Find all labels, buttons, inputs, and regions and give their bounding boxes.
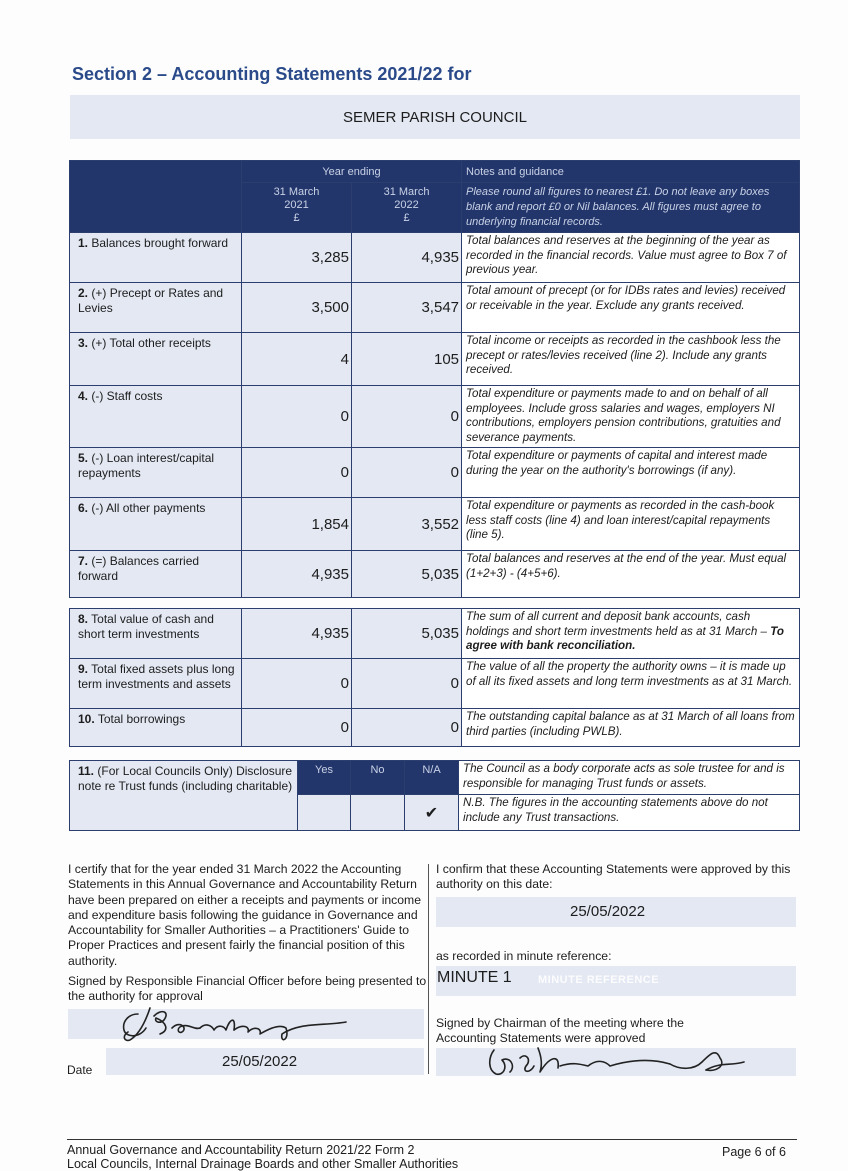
row-note: Total expenditure or payments of capital and interest made during the year on the authority's borrowings (if any). [462, 448, 800, 498]
row-label [70, 333, 242, 386]
trust-text: (For Local Councils Only) Disclosure note re Trust funds (including charitable) [78, 764, 293, 793]
row-label-text: (=) Balances carried forward [78, 554, 200, 583]
row-note [462, 709, 800, 747]
row-number: 7. [78, 554, 89, 568]
asset-row [70, 659, 800, 709]
chair-signed-text: Signed by Chairman of the meeting where the Accounting Statements were approved [436, 1016, 684, 1046]
row-label-text: (+) Precept or Rates and Levies [78, 286, 224, 315]
row-label-text: (-) Loan interest/capital repayments [78, 451, 215, 480]
notes-guidance: Please round all figures to nearest £1. Do not leave any boxes blank and report £0 or Nil balances. All figures must agree to underlying financial records. [462, 183, 800, 233]
row-label-text: Total borrowings [97, 712, 186, 726]
row-label [70, 233, 242, 283]
approval-certification [436, 862, 796, 893]
section-title: Section 2 – Accounting Statements 2021/22 for [72, 64, 472, 84]
accounting-statements-table [69, 160, 800, 598]
row-label [70, 551, 242, 598]
row-note-bold: To agree with bank reconciliation. [466, 624, 784, 652]
row-number: 10. [78, 712, 95, 726]
value-2021[interactable]: 4,935 [242, 551, 352, 598]
col-2021-header: 31 March 2021 £ [242, 183, 352, 233]
value-2022[interactable]: 0 [352, 448, 462, 498]
rfo-date-value: 25/05/2022 [222, 1053, 298, 1070]
cert-divider [428, 864, 429, 1074]
row-label [70, 709, 242, 747]
minute-label: as recorded in minute reference: [436, 949, 612, 963]
trust-note-1: The Council as a body corporate acts as sole trustee for and is responsible for managing Trust funds or assets. [459, 761, 800, 795]
row-note: Total expenditure or payments made to and on behalf of all employees. Include gross salaries and wages, employers NI contributions, employers pension contributions, gratuities and severance payments. [462, 386, 800, 448]
row-number: 3. [78, 336, 89, 350]
minute-reference-value: MINUTE 1 [437, 969, 512, 986]
value-2021[interactable]: 0 [242, 386, 352, 448]
page-number: Page 6 of 6 [722, 1145, 786, 1159]
value-2022[interactable]: 3,552 [352, 498, 462, 551]
statement-row [70, 333, 800, 386]
statement-row [70, 448, 800, 498]
footer-authorities: Local Councils, Internal Drainage Boards and other Smaller Authorities [67, 1157, 459, 1171]
trust-yes-header: Yes [298, 761, 351, 795]
approval-confirm-text: I confirm that these Accounting Statements were approved by this authority on this date: [436, 862, 791, 892]
row-label [70, 386, 242, 448]
row-label-text: Total fixed assets plus long term investments and assets [78, 662, 235, 691]
row-number: 9. [78, 662, 89, 676]
statement-row [70, 498, 800, 551]
value-2021[interactable]: 3,500 [242, 283, 352, 333]
trust-label [70, 761, 298, 831]
minute-reference-placeholder: MINUTE REFERENCE [538, 974, 660, 986]
row-number: 2. [78, 286, 89, 300]
value-2021[interactable]: 0 [242, 659, 352, 709]
trust-funds-table [69, 760, 800, 831]
row-note [462, 609, 800, 659]
trust-no-box[interactable] [351, 795, 405, 831]
statement-row [70, 283, 800, 333]
asset-row [70, 709, 800, 747]
value-2022[interactable]: 0 [352, 386, 462, 448]
trust-num: 11. [78, 764, 95, 778]
approval-date-value: 25/05/2022 [570, 903, 646, 920]
trust-no-header: No [351, 761, 405, 795]
footer-form-title: Annual Governance and Accountability Return 2021/22 Form 2 [67, 1143, 415, 1157]
row-note-text: The outstanding capital balance as at 31 March of all loans from third parties (including PWLB). [466, 710, 795, 738]
statement-row [70, 233, 800, 283]
row-label [70, 609, 242, 659]
row-note: Total expenditure or payments as recorded in the cash-book less staff costs (line 4) and loan interest/capital repayments (line 5). [462, 498, 800, 551]
row-label [70, 448, 242, 498]
col-2022-header: 31 March 2022 £ [352, 183, 462, 233]
row-note-text: The value of all the property the authority owns – it is made up of all its fixed assets and long term investments as at 31 March. [466, 660, 793, 688]
value-2022[interactable]: 4,935 [352, 233, 462, 283]
rfo-certification-text: I certify that for the year ended 31 March 2022 the Accounting Statements in this Annual Governance and Accountability Return have been prepared on either a receipts and payments or income and expenditure basis following the guidance in Governance and Accountability for Smaller Authorities – a Practitioners' Guide to Proper Practices and present fairly the financial position of this authority. [68, 862, 421, 968]
value-2021[interactable]: 4,935 [242, 609, 352, 659]
council-name: SEMER PARISH COUNCIL [343, 108, 527, 126]
row-label-text: Total value of cash and short term investments [78, 612, 214, 641]
row-number: 8. [78, 612, 89, 626]
rfo-certification [68, 862, 428, 1005]
value-2022[interactable]: 3,547 [352, 283, 462, 333]
footer-rule [67, 1139, 797, 1140]
value-2021[interactable]: 0 [242, 709, 352, 747]
value-2021[interactable]: 4 [242, 333, 352, 386]
rfo-date-label: Date [67, 1063, 93, 1077]
row-number: 6. [78, 501, 89, 515]
value-2021[interactable]: 3,285 [242, 233, 352, 283]
row-number: 5. [78, 451, 89, 465]
value-2021[interactable]: 1,854 [242, 498, 352, 551]
value-2022[interactable]: 5,035 [352, 609, 462, 659]
trust-note-2: N.B. The figures in the accounting statements above do not include any Trust transactions. [459, 795, 800, 831]
year-ending-header: Year ending [242, 161, 462, 183]
row-label-text: Balances brought forward [91, 236, 229, 250]
row-number: 1. [78, 236, 89, 250]
statement-row [70, 386, 800, 448]
chair-signature [480, 1036, 760, 1082]
rfo-signed-text: Signed by Responsible Financial Officer before being presented to the authority for approval [68, 974, 427, 1004]
row-note: Total income or receipts as recorded in the cashbook less the precept or rates/levies received (line 2). Include any grants received. [462, 333, 800, 386]
row-note: Total amount of precept (or for IDBs rates and levies) received or receivable in the year. Exclude any grants received. [462, 283, 800, 333]
check-mark-icon: ✔ [424, 804, 439, 822]
row-label [70, 498, 242, 551]
assets-table [69, 608, 800, 747]
row-note [462, 659, 800, 709]
row-label [70, 659, 242, 709]
trust-na-box[interactable] [405, 795, 459, 831]
notes-header: Notes and guidance [462, 161, 800, 183]
asset-row [70, 609, 800, 659]
header-blank [70, 161, 242, 233]
council-name-box [70, 95, 800, 139]
row-label-text: (+) Total other receipts [91, 336, 211, 350]
trust-yes-box[interactable] [298, 795, 351, 831]
trust-na-header: N/A [405, 761, 459, 795]
row-label-text: (-) All other payments [91, 501, 206, 515]
row-label [70, 283, 242, 333]
row-number: 4. [78, 389, 89, 403]
value-2022[interactable]: 105 [352, 333, 462, 386]
value-2022[interactable]: 5,035 [352, 551, 462, 598]
row-note-text: The sum of all current and deposit bank accounts, cash holdings and short term investments held as at 31 March – [466, 610, 767, 638]
rfo-signature [110, 1000, 360, 1048]
row-note: Total balances and reserves at the end of the year. Must equal (1+2+3) - (4+5+6). [462, 551, 800, 598]
value-2022[interactable]: 0 [352, 659, 462, 709]
row-note: Total balances and reserves at the beginning of the year as recorded in the financial records. Value must agree to Box 7 of previous year. [462, 233, 800, 283]
row-label-text: (-) Staff costs [91, 389, 163, 403]
value-2022[interactable]: 0 [352, 709, 462, 747]
value-2021[interactable]: 0 [242, 448, 352, 498]
statement-row [70, 551, 800, 598]
